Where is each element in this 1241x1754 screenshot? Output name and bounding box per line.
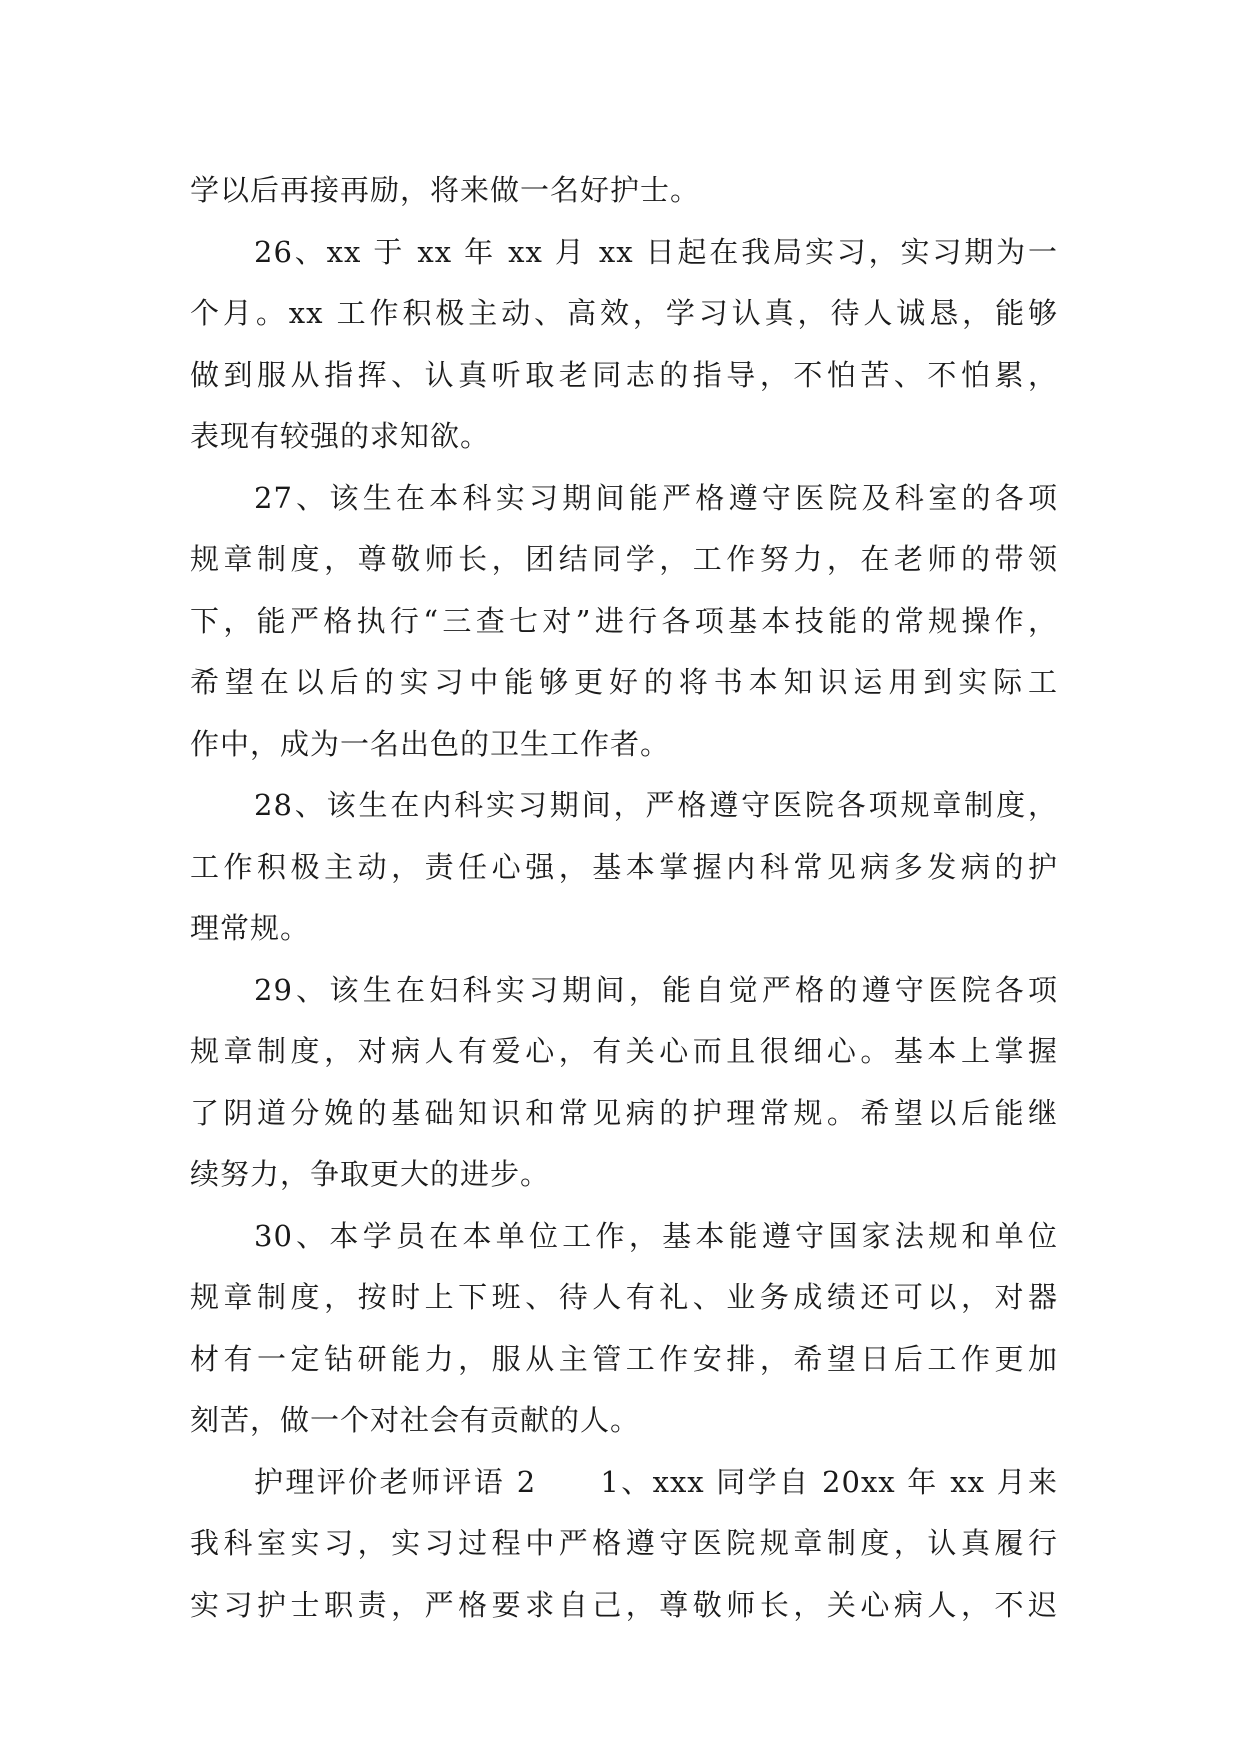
text-line: 刻苦，做一个对社会有贡献的人。 bbox=[190, 1403, 641, 1437]
text-line: 理常规。 bbox=[190, 911, 311, 945]
text-line: 材有一定钻研能力，服从主管工作安排，希望日后工作更加 bbox=[190, 1341, 1058, 1376]
text-line: 表现有较强的求知欲。 bbox=[190, 419, 491, 453]
text-line: 28、该生在内科实习期间，严格遵守医院各项规章制度， bbox=[254, 788, 1058, 822]
text-line: 工作积极主动，责任心强，基本掌握内科常见病多发病的护 bbox=[190, 849, 1058, 884]
text-line: 27、该生在本科实习期间能严格遵守医院及科室的各项 bbox=[254, 480, 1058, 515]
text-line: 希望在以后的实习中能够更好的将书本知识运用到实际工 bbox=[190, 665, 1058, 699]
text-line: 作中，成为一名出色的卫生工作者。 bbox=[190, 726, 671, 761]
text-line: 学以后再接再励，将来做一名好护士。 bbox=[190, 173, 701, 207]
text-line: 了阴道分娩的基础知识和常见病的护理常规。希望以后能继 bbox=[190, 1095, 1058, 1130]
text-line: 规章制度，对病人有爱心，有关心而且很细心。基本上掌握 bbox=[190, 1034, 1058, 1068]
text-line: 规章制度，尊敬师长，团结同学，工作努力，在老师的带领 bbox=[190, 542, 1058, 576]
text-line: 29、该生在妇科实习期间，能自觉严格的遵守医院各项 bbox=[254, 972, 1058, 1007]
text-line: 个月。xx 工作积极主动、高效，学习认真，待人诚恳，能够 bbox=[190, 296, 1058, 330]
text-line: 下，能严格执行“三查七对”进行各项基本技能的常规操作， bbox=[190, 603, 1058, 638]
text-line: 护理评价老师评语 2 1、xxx 同学自 20xx 年 xx 月来 bbox=[254, 1464, 1058, 1499]
text-line: 26、xx 于 xx 年 xx 月 xx 日起在我局实习，实习期为一 bbox=[254, 234, 1058, 269]
text-line: 实习护士职责，严格要求自己，尊敬师长，关心病人，不迟 bbox=[190, 1587, 1058, 1622]
text-line: 续努力，争取更大的进步。 bbox=[190, 1157, 551, 1191]
document-body bbox=[190, 160, 1058, 1636]
text-line: 做到服从指挥、认真听取老同志的指导，不怕苦、不怕累， bbox=[190, 357, 1058, 392]
text-line: 30、本学员在本单位工作，基本能遵守国家法规和单位 bbox=[254, 1218, 1058, 1253]
text-line: 规章制度，按时上下班、待人有礼、业务成绩还可以，对器 bbox=[190, 1280, 1058, 1314]
text-line: 我科室实习，实习过程中严格遵守医院规章制度，认真履行 bbox=[190, 1526, 1058, 1560]
